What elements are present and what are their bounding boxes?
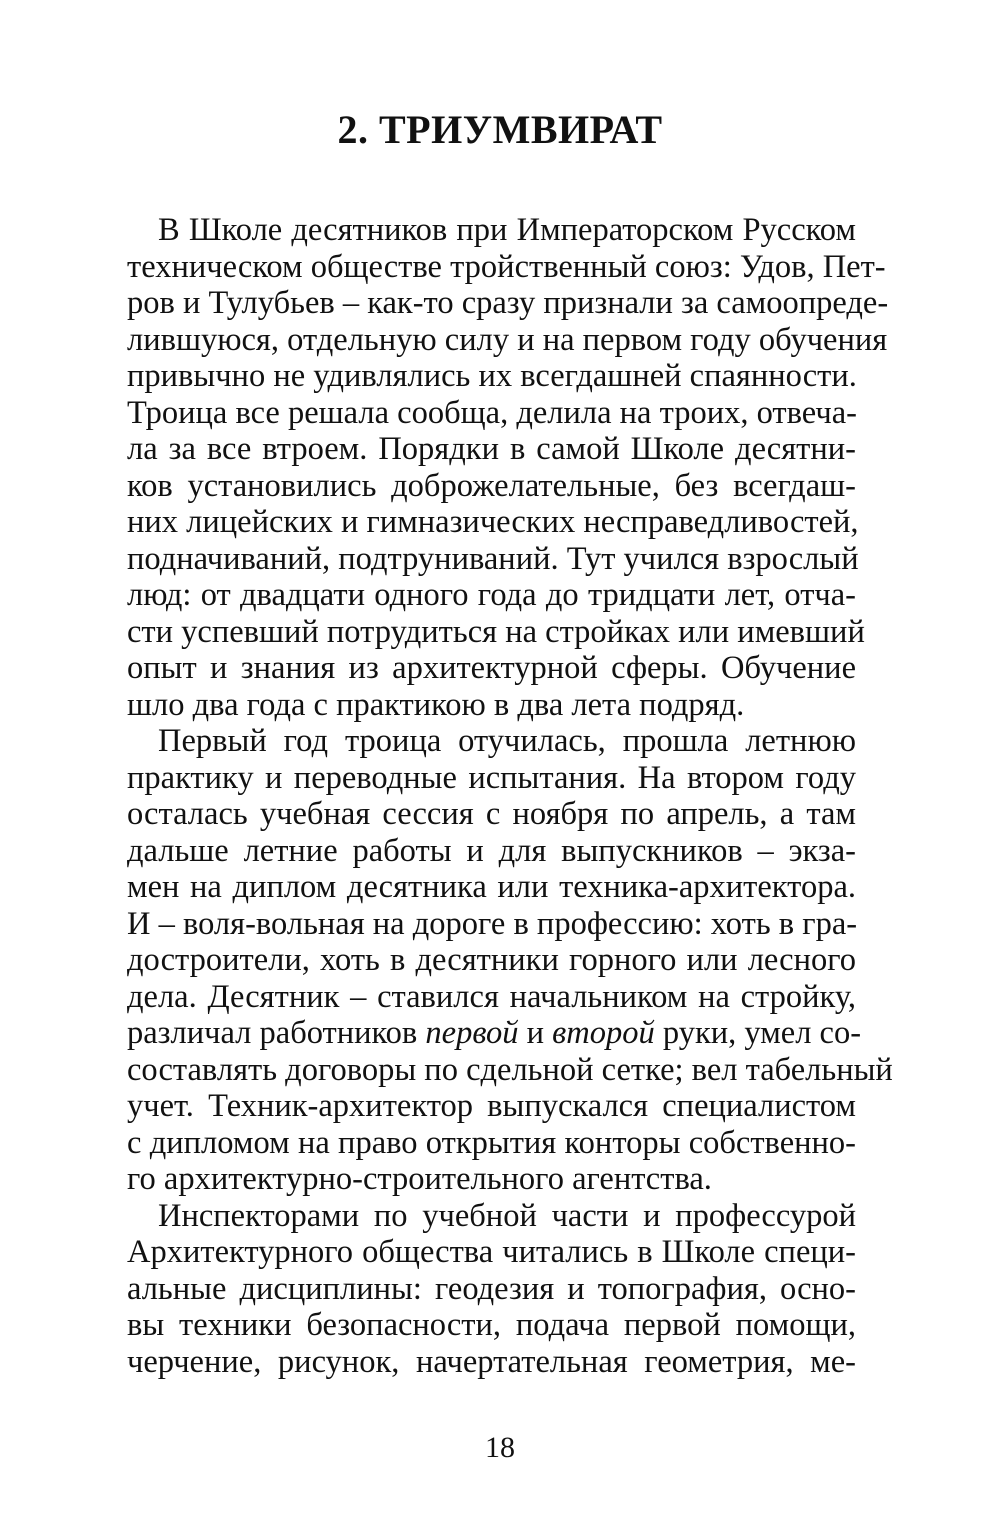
text-line: составлять договоры по сдельной сетке; вел табельный [127, 1051, 893, 1088]
emphasis-text: второй [552, 1015, 655, 1051]
text-line: с дипломом на право открытия конторы собственно- [127, 1124, 856, 1161]
text-segment: различал работников [127, 1015, 418, 1051]
text-line: опыт и знания из архитектурной сферы. Обучение [127, 650, 856, 686]
body-text [127, 212, 893, 1380]
text-line: дела. Десятник – ставился начальником на стройку, [127, 978, 856, 1015]
text-line: Троица все решала сообща, делила на троих, отвеча- [127, 394, 857, 431]
text-line: мен на диплом десятника или техника-архитектора. [127, 869, 856, 905]
text-line: учет. Техник-архитектор выпускался специалистом [127, 1088, 856, 1124]
page-number: 18 [485, 1431, 515, 1464]
paragraph-1 [127, 212, 889, 723]
text-line: ров и Тулубьев – как-то сразу признали за самоопреде- [127, 285, 889, 321]
text-line: В Школе десятников при Императорском Русском [158, 212, 856, 248]
text-line: дальше летние работы и для выпускников – экза- [127, 832, 856, 869]
text-line: Инспекторами по учебной части и профессурой [158, 1197, 856, 1234]
text-line: Архитектурного общества читались в Школе специ- [127, 1234, 856, 1270]
chapter-title: 2. ТРИУМВИРАТ [337, 107, 663, 152]
text-line: черчение, рисунок, начертательная геометрия, ме- [127, 1343, 856, 1380]
text-line: люд: от двадцати одного года до тридцати лет, отча- [127, 577, 856, 613]
text-line: вы техники безопасности, подача первой помощи, [127, 1307, 856, 1343]
text-line: них лицейских и гимназических несправедливостей, [127, 504, 859, 540]
emphasis-text: первой [425, 1015, 519, 1051]
text-line: ков установились доброжелательные, без всегдаш- [127, 467, 856, 504]
text-line: привычно не удивлялись их всегдашней спаянности. [127, 358, 857, 394]
text-line: альные дисциплины: геодезия и топография, осно- [127, 1270, 856, 1307]
text-line: осталась учебная сессия с ноября по апрель, а там [127, 796, 856, 832]
text-line: лившуюся, отдельную силу и на первом году обучения [127, 321, 888, 358]
text-line: достроители, хоть в десятники горного или лесного [127, 942, 856, 978]
text-line: ла за все втроем. Порядки в самой Школе десятни- [127, 431, 856, 467]
text-segment: и [526, 1015, 545, 1051]
paragraph-3 [127, 1198, 856, 1381]
text-line: сти успевший потрудиться на стройках или имевший [127, 613, 865, 650]
text-line: И – воля-вольная на дороге в профессию: хоть в гра- [127, 905, 858, 942]
text-line: практику и переводные испытания. На втором году [127, 759, 856, 796]
text-line: го архитектурно-строительного агентства. [127, 1161, 712, 1197]
paragraph-2 [127, 723, 893, 1198]
text-line: Первый год троица отучилась, прошла летнюю [158, 723, 856, 759]
text-line-with-emphasis [127, 1015, 862, 1052]
text-line: техническом обществе тройственный союз: Удов, Пет- [127, 248, 886, 285]
text-segment: руки, умел со- [662, 1015, 862, 1051]
text-line: шло два года с практикою в два лета подряд. [127, 686, 745, 723]
text-line: подначиваний, подтруниваний. Тут учился взрослый [127, 540, 859, 577]
